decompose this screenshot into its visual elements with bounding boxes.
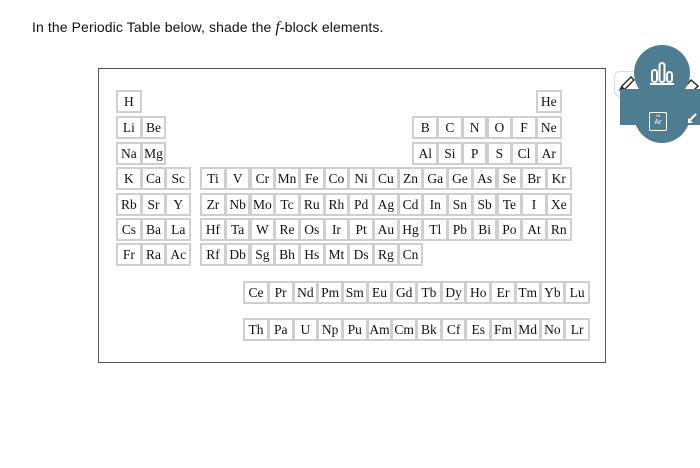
element-cell-c[interactable]: C xyxy=(437,116,463,139)
question-text xyxy=(32,19,383,37)
drawing-toolbar xyxy=(612,45,700,145)
element-cell-bk[interactable]: Bk xyxy=(416,318,442,341)
question-prefix: In the Periodic Table below, shade the xyxy=(32,19,276,35)
element-cell-ac[interactable]: Ac xyxy=(165,243,191,266)
element-cell-nd[interactable]: Nd xyxy=(293,281,319,304)
element-cell-ds[interactable]: Ds xyxy=(348,243,374,266)
element-cell-tb[interactable]: Tb xyxy=(416,281,442,304)
element-cell-he[interactable]: He xyxy=(536,90,562,113)
element-cell-cn[interactable]: Cn xyxy=(398,243,424,266)
element-cell-yb[interactable]: Yb xyxy=(540,281,566,304)
element-cell-rn[interactable]: Rn xyxy=(546,218,572,241)
element-tile-icon[interactable] xyxy=(649,112,667,131)
element-cell-sb[interactable]: Sb xyxy=(472,193,498,216)
element-cell-ru[interactable]: Ru xyxy=(299,193,325,216)
element-cell-es[interactable]: Es xyxy=(465,318,491,341)
element-cell-pm[interactable]: Pm xyxy=(317,281,343,304)
element-cell-se[interactable]: Se xyxy=(497,167,523,190)
element-cell-lu[interactable]: Lu xyxy=(564,281,590,304)
element-cell-bi[interactable]: Bi xyxy=(472,218,498,241)
element-cell-bh[interactable]: Bh xyxy=(274,243,300,266)
element-cell-pd[interactable]: Pd xyxy=(348,193,374,216)
element-cell-n[interactable]: N xyxy=(462,116,488,139)
element-cell-re[interactable]: Re xyxy=(274,218,300,241)
element-cell-er[interactable]: Er xyxy=(490,281,516,304)
element-cell-na[interactable]: Na xyxy=(116,142,142,165)
element-cell-p[interactable]: P xyxy=(462,142,488,165)
element-cell-br[interactable]: Br xyxy=(521,167,547,190)
element-cell-cd[interactable]: Cd xyxy=(398,193,424,216)
element-cell-hg[interactable]: Hg xyxy=(398,218,424,241)
chart-tool-button[interactable] xyxy=(634,45,690,101)
element-cell-pr[interactable]: Pr xyxy=(268,281,294,304)
element-cell-at[interactable]: At xyxy=(521,218,547,241)
element-cell-md[interactable]: Md xyxy=(515,318,541,341)
element-cell-au[interactable]: Au xyxy=(373,218,399,241)
element-cell-th[interactable]: Th xyxy=(243,318,269,341)
element-cell-sc[interactable]: Sc xyxy=(165,167,191,190)
element-cell-ar[interactable]: Ar xyxy=(536,142,562,165)
element-cell-lr[interactable]: Lr xyxy=(564,318,590,341)
element-cell-am[interactable]: Am xyxy=(367,318,393,341)
element-cell-rf[interactable]: Rf xyxy=(200,243,226,266)
element-cell-db[interactable]: Db xyxy=(225,243,251,266)
element-cell-pa[interactable]: Pa xyxy=(268,318,294,341)
element-cell-be[interactable]: Be xyxy=(141,116,167,139)
element-cell-w[interactable]: W xyxy=(250,218,276,241)
element-cell-tl[interactable]: Tl xyxy=(422,218,448,241)
element-cell-ce[interactable]: Ce xyxy=(243,281,269,304)
element-cell-zr[interactable]: Zr xyxy=(200,193,226,216)
element-cell-dy[interactable]: Dy xyxy=(441,281,467,304)
element-cell-b[interactable]: B xyxy=(412,116,438,139)
element-cell-fe[interactable]: Fe xyxy=(299,167,325,190)
element-cell-cu[interactable]: Cu xyxy=(373,167,399,190)
element-cell-sm[interactable]: Sm xyxy=(342,281,368,304)
element-cell-pu[interactable]: Pu xyxy=(342,318,368,341)
element-cell-ga[interactable]: Ga xyxy=(422,167,448,190)
element-cell-in[interactable]: In xyxy=(422,193,448,216)
element-cell-po[interactable]: Po xyxy=(497,218,523,241)
element-cell-la[interactable]: La xyxy=(165,218,191,241)
element-cell-i[interactable]: I xyxy=(521,193,547,216)
element-cell-sn[interactable]: Sn xyxy=(447,193,473,216)
element-cell-ho[interactable]: Ho xyxy=(465,281,491,304)
element-cell-cs[interactable]: Cs xyxy=(116,218,142,241)
element-cell-ni[interactable]: Ni xyxy=(348,167,374,190)
element-cell-np[interactable]: Np xyxy=(317,318,343,341)
element-cell-co[interactable]: Co xyxy=(324,167,350,190)
element-cell-rg[interactable]: Rg xyxy=(373,243,399,266)
element-cell-eu[interactable]: Eu xyxy=(367,281,393,304)
element-cell-hf[interactable]: Hf xyxy=(200,218,226,241)
element-cell-ne[interactable]: Ne xyxy=(536,116,562,139)
element-cell-mg[interactable]: Mg xyxy=(141,142,167,165)
element-cell-sg[interactable]: Sg xyxy=(250,243,276,266)
element-cell-mt[interactable]: Mt xyxy=(324,243,350,266)
element-icon-number: 18 xyxy=(655,113,661,118)
element-cell-li[interactable]: Li xyxy=(116,116,142,139)
element-cell-as[interactable]: As xyxy=(472,167,498,190)
element-cell-cf[interactable]: Cf xyxy=(441,318,467,341)
element-cell-ge[interactable]: Ge xyxy=(447,167,473,190)
element-cell-ca[interactable]: Ca xyxy=(141,167,167,190)
element-cell-rh[interactable]: Rh xyxy=(324,193,350,216)
element-cell-v[interactable]: V xyxy=(225,167,251,190)
periodic-table-frame xyxy=(98,68,606,363)
element-cell-f[interactable]: F xyxy=(511,116,537,139)
element-cell-sr[interactable]: Sr xyxy=(141,193,167,216)
element-cell-cl[interactable]: Cl xyxy=(511,142,537,165)
element-cell-ir[interactable]: Ir xyxy=(324,218,350,241)
element-cell-ra[interactable]: Ra xyxy=(141,243,167,266)
undo-icon[interactable] xyxy=(686,111,700,125)
element-cell-pt[interactable]: Pt xyxy=(348,218,374,241)
element-cell-y[interactable]: Y xyxy=(165,193,191,216)
element-cell-kr[interactable]: Kr xyxy=(546,167,572,190)
element-cell-ag[interactable]: Ag xyxy=(373,193,399,216)
element-cell-pb[interactable]: Pb xyxy=(447,218,473,241)
element-cell-os[interactable]: Os xyxy=(299,218,325,241)
element-cell-tm[interactable]: Tm xyxy=(515,281,541,304)
element-cell-no[interactable]: No xyxy=(540,318,566,341)
element-cell-gd[interactable]: Gd xyxy=(391,281,417,304)
element-icon-symbol: Ar xyxy=(654,119,662,126)
element-cell-mo[interactable]: Mo xyxy=(250,193,276,216)
element-cell-s[interactable]: S xyxy=(487,142,513,165)
element-cell-ti[interactable]: Ti xyxy=(200,167,226,190)
element-cell-hs[interactable]: Hs xyxy=(299,243,325,266)
element-cell-fm[interactable]: Fm xyxy=(490,318,516,341)
bar-chart-icon xyxy=(648,60,676,86)
question-suffix: -block elements. xyxy=(279,19,384,35)
element-cell-te[interactable]: Te xyxy=(497,193,523,216)
element-cell-o[interactable]: O xyxy=(487,116,513,139)
element-cell-fr[interactable]: Fr xyxy=(116,243,142,266)
element-cell-u[interactable]: U xyxy=(293,318,319,341)
element-cell-ta[interactable]: Ta xyxy=(225,218,251,241)
element-cell-nb[interactable]: Nb xyxy=(225,193,251,216)
element-cell-ba[interactable]: Ba xyxy=(141,218,167,241)
element-cell-xe[interactable]: Xe xyxy=(546,193,572,216)
element-cell-k[interactable]: K xyxy=(116,167,142,190)
element-cell-mn[interactable]: Mn xyxy=(274,167,300,190)
element-cell-h[interactable]: H xyxy=(116,90,142,113)
element-cell-cr[interactable]: Cr xyxy=(250,167,276,190)
f-symbol: f xyxy=(275,19,280,36)
element-cell-cm[interactable]: Cm xyxy=(391,318,417,341)
element-cell-al[interactable]: Al xyxy=(412,142,438,165)
element-cell-si[interactable]: Si xyxy=(437,142,463,165)
element-cell-zn[interactable]: Zn xyxy=(398,167,424,190)
element-cell-rb[interactable]: Rb xyxy=(116,193,142,216)
element-cell-tc[interactable]: Tc xyxy=(274,193,300,216)
